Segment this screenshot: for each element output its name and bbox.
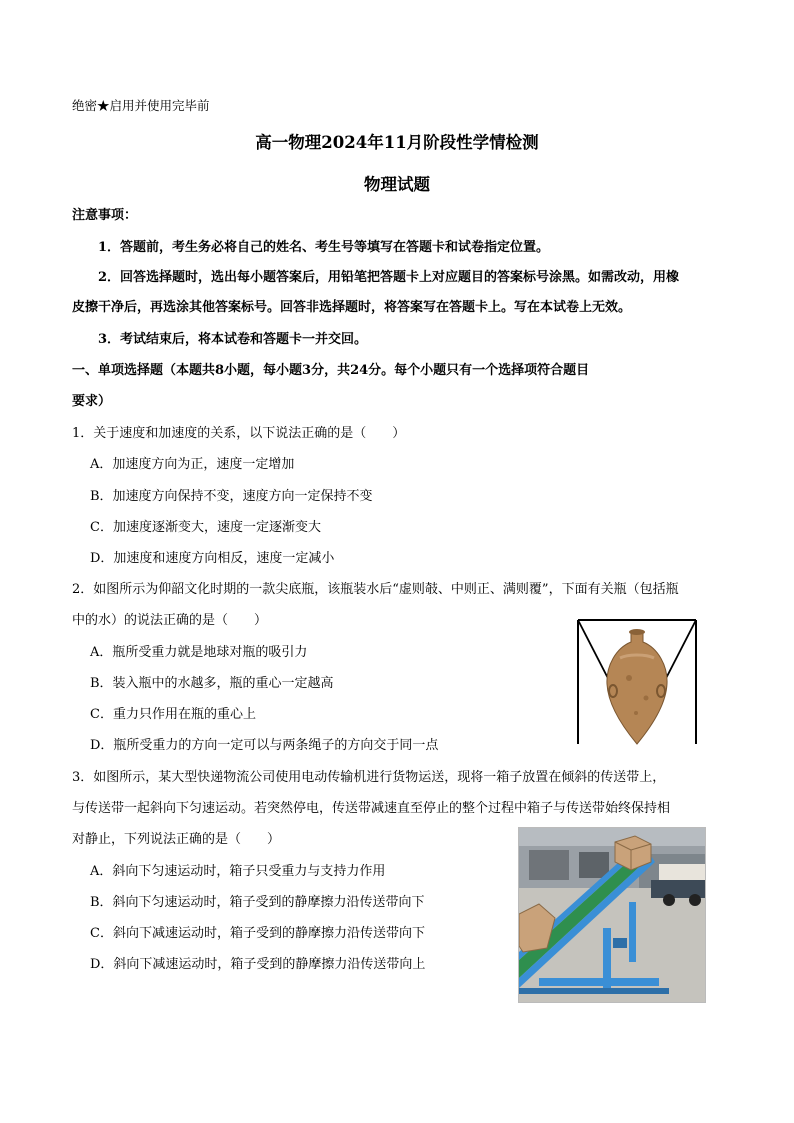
question-2-stem: 2．如图所示为仰韶文化时期的一款尖底瓶，该瓶装水后“虚则攲、中则正、满则覆”，下面有关瓶（包括瓶: [72, 582, 679, 597]
question-3-stem-cont-1: 与传送带一起斜向下匀速运动。若突然停电，传送带减速直至停止的整个过程中箱子与传送带始终保持相: [72, 801, 671, 816]
notice-item-2: 2．回答选择题时，选出每小题答案后，用铅笔把答题卡上对应题目的答案标号涂黑。如需改动，用橡: [98, 270, 680, 285]
conveyor-figure: [518, 827, 706, 1003]
section-heading-cont: 要求）: [72, 394, 112, 409]
question-2-stem-cont: 中的水）的说法正确的是（ ）: [72, 613, 268, 628]
question-2-option-a: A．瓶所受重力就是地球对瓶的吸引力: [90, 645, 308, 660]
question-3-stem-cont-2: 对静止，下列说法正确的是（ ）: [72, 832, 281, 847]
notice-heading: 注意事项：: [72, 208, 138, 223]
question-3-option-a: A．斜向下匀速运动时，箱子只受重力与支持力作用: [90, 864, 386, 879]
notice-item-2-cont: 皮擦干净后，再选涂其他答案标号。回答非选择题时，将答案写在答题卡上。写在本试卷上无效。: [72, 300, 632, 315]
confidential-label: 绝密★启用并使用完毕前: [72, 98, 210, 113]
exam-title: 高一物理2024年11月阶段性学情检测: [255, 133, 539, 152]
exam-subtitle: 物理试题: [364, 175, 430, 194]
question-3-stem: 3．如图所示，某大型快递物流公司使用电动传输机进行货物运送，现将一箱子放置在倾斜的传送带上，: [72, 770, 666, 785]
question-1-option-c: C．加速度逐渐变大，速度一定逐渐变大: [90, 520, 321, 535]
notice-item-1: 1．答题前，考生务必将自己的姓名、考生号等填写在答题卡和试卷指定位置。: [98, 240, 550, 255]
question-1-option-d: D．加速度和速度方向相反，速度一定减小: [90, 551, 335, 566]
question-1-option-a: A．加速度方向为正，速度一定增加: [90, 457, 295, 472]
question-2-option-b: B．装入瓶中的水越多，瓶的重心一定越高: [90, 676, 334, 691]
question-2-option-d: D．瓶所受重力的方向一定可以与两条绳子的方向交于同一点: [90, 738, 439, 753]
question-3-option-c: C．斜向下减速运动时，箱子受到的静摩擦力沿传送带向下: [90, 926, 425, 941]
bottle-figure: [576, 618, 698, 746]
question-2-option-c: C．重力只作用在瓶的重心上: [90, 707, 256, 722]
notice-item-3: 3．考试结束后，将本试卷和答题卡一并交回。: [98, 332, 368, 347]
section-heading: 一、单项选择题（本题共8小题，每小题3分，共24分。每个小题只有一个选择项符合题目: [72, 363, 590, 378]
question-1-stem: 1．关于速度和加速度的关系，以下说法正确的是（ ）: [72, 426, 406, 441]
question-3-option-d: D．斜向下减速运动时，箱子受到的静摩擦力沿传送带向上: [90, 957, 426, 972]
question-3-option-b: B．斜向下匀速运动时，箱子受到的静摩擦力沿传送带向下: [90, 895, 425, 910]
question-1-option-b: B．加速度方向保持不变，速度方向一定保持不变: [90, 489, 373, 504]
